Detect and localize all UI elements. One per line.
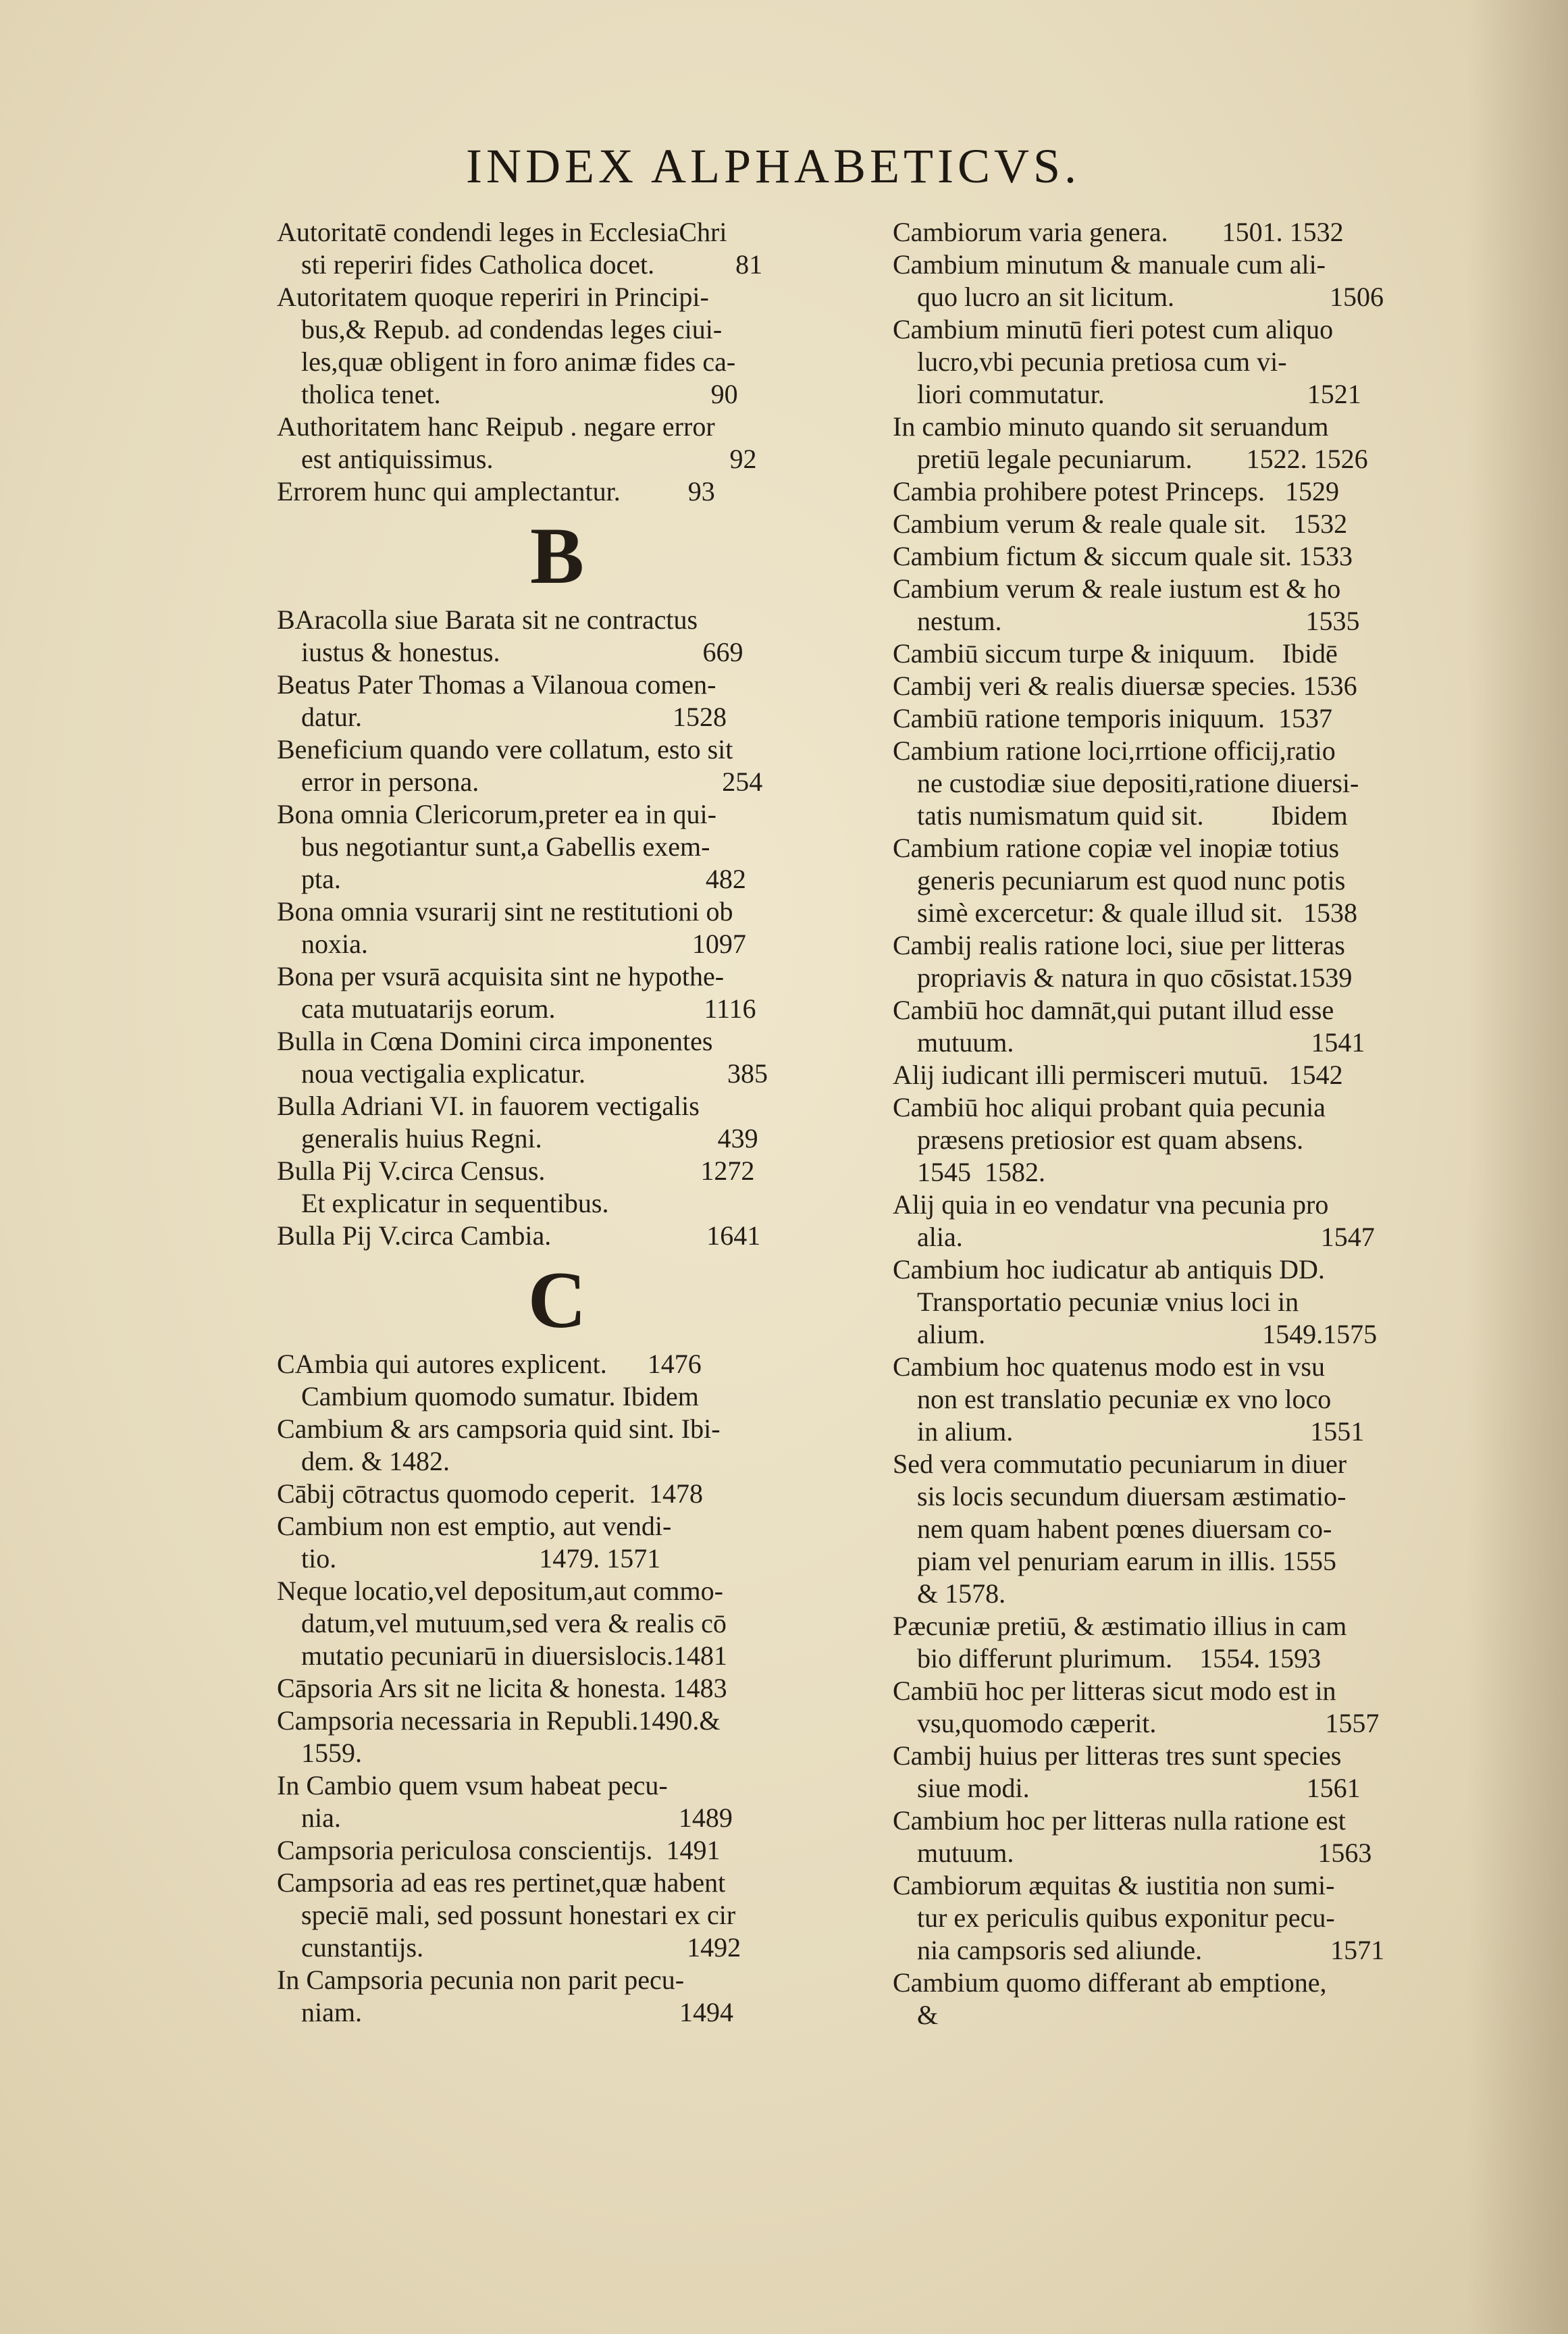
index-entry-line: Et explicatur in sequentibus.	[301, 1188, 609, 1218]
index-entry	[277, 733, 837, 798]
index-entry-line: Pæcuniæ pretiū, & æstimatio illius in cam	[893, 1611, 1347, 1641]
index-entry	[277, 475, 837, 508]
index-entry	[277, 281, 837, 411]
index-entry-line: BAracolla siue Barata sit ne contractus	[277, 604, 698, 635]
index-entry-line: Cambium hoc quatenus modo est in vsu	[893, 1351, 1325, 1382]
index-entry-line: Cāpsoria Ars sit ne licita & honesta. 1483	[277, 1673, 727, 1703]
index-entry-line: 1559.	[301, 1738, 362, 1768]
index-entry	[277, 960, 837, 1025]
index-entry-line: sti reperiri fides Catholica docet. 81	[301, 249, 763, 280]
index-entry-line: In cambio minuto quando sit seruandum	[893, 411, 1329, 442]
page-header: INDEX ALPHABETICVS.	[466, 139, 1081, 193]
index-entry-line: Alij quia in eo vendatur vna pecunia pro	[893, 1189, 1329, 1220]
index-entry	[893, 1253, 1460, 1351]
index-entry-line: Cambium quomo differant ab emptione,	[893, 1967, 1327, 1998]
index-entry-line: liori commutatur. 1521	[917, 379, 1361, 409]
index-entry	[893, 540, 1460, 573]
index-entry	[277, 1672, 837, 1705]
index-entry	[277, 1769, 837, 1834]
index-entry-line: Beneficium quando vere collatum, esto sit	[277, 734, 733, 764]
index-entry-line: mutatio pecuniarū in diuersislocis.1481	[301, 1640, 727, 1671]
index-entry-line: generalis huius Regni. 439	[301, 1123, 758, 1153]
index-entry-line: Cambium minutū fieri potest cum aliquo	[893, 314, 1334, 344]
index-entry-line: &	[917, 2000, 939, 2030]
index-entry-line: Cambium quomodo sumatur. Ibidem	[301, 1381, 699, 1411]
index-entry	[893, 1351, 1460, 1448]
index-entry-line: les,quæ obligent in foro animæ fides ca-	[301, 346, 736, 377]
index-entry	[277, 798, 837, 896]
index-entry-line: piam vel penuriam earum in illis. 1555	[917, 1546, 1336, 1576]
index-entry-line: Cambij realis ratione loci, siue per litteras	[893, 930, 1345, 960]
index-entry-line: noua vectigalia explicatur. 385	[301, 1058, 768, 1089]
index-entry-line: tholica tenet. 90	[301, 379, 738, 409]
index-entry-line: simè excercetur: & quale illud sit. 1538	[917, 898, 1358, 928]
index-entry	[277, 1413, 837, 1478]
index-entry-line: 1545 1582.	[917, 1157, 1045, 1187]
index-entry-line: datum,vel mutuum,sed vera & realis cō	[301, 1608, 727, 1638]
index-entry-line: est antiquissimus. 92	[301, 444, 757, 474]
index-entry-line: Cambiorum æquitas & iustitia non sumi-	[893, 1870, 1335, 1900]
index-entry	[893, 1805, 1460, 1869]
index-entry-line: Cambiū hoc aliqui probant quia pecunia	[893, 1092, 1326, 1122]
index-entry-line: cunstantijs. 1492	[301, 1932, 741, 1963]
index-entry-line: Cambium verum & reale quale sit. 1532	[893, 509, 1348, 539]
index-entry-line: Bulla Pij V.circa Cambia. 1641	[277, 1220, 761, 1251]
index-entry-line: Cambia prohibere potest Princeps. 1529	[893, 476, 1339, 507]
index-entry-line: Autoritatem quoque reperiri in Principi-	[277, 282, 709, 312]
index-entry	[893, 1675, 1460, 1740]
index-entry	[277, 604, 837, 669]
index-entry	[277, 669, 837, 733]
index-entry-line: mutuum. 1541	[917, 1027, 1365, 1058]
index-entry-line: bus negotiantur sunt,a Gabellis exem-	[301, 831, 710, 862]
index-entry-line: cata mutuatarijs eorum. 1116	[301, 993, 756, 1024]
index-entry-line: Neque locatio,vel depositum,aut commo-	[277, 1576, 723, 1606]
index-entry-line: bus,& Repub. ad condendas leges ciui-	[301, 314, 723, 344]
index-entry	[893, 313, 1460, 411]
index-entry	[893, 508, 1460, 540]
index-entry-line: Autoritatē condendi leges in EcclesiaChri	[277, 217, 727, 247]
index-entry-line: tatis numismatum quid sit. Ibidem	[917, 800, 1348, 831]
index-entry-line: Sed vera commutatio pecuniarum in diuer	[893, 1449, 1347, 1479]
index-entry-line: nestum. 1535	[917, 606, 1360, 636]
index-entry-line: iustus & honestus. 669	[301, 637, 743, 667]
index-entry	[277, 1478, 837, 1510]
index-entry-line: nia campsoris sed aliunde. 1571	[917, 1935, 1385, 1965]
index-entry	[893, 670, 1460, 702]
index-entry	[893, 1059, 1460, 1091]
index-entry-line: Bona omnia Clericorum,preter ea in qui-	[277, 799, 716, 829]
index-entry	[277, 1025, 837, 1090]
index-entry	[893, 216, 1460, 249]
index-entry-line: Alij iudicant illi permisceri mutuū. 1542	[893, 1060, 1343, 1090]
index-entry	[277, 1705, 837, 1769]
index-entry-line: alium. 1549.1575	[917, 1319, 1378, 1349]
index-entry-line: siue modi. 1561	[917, 1773, 1361, 1803]
section-letter-b: B	[529, 511, 585, 600]
index-entry	[277, 1834, 837, 1867]
index-entry-line: Cambium minutum & manuale cum ali-	[893, 249, 1326, 280]
index-entry	[893, 411, 1460, 475]
index-entry-line: In Cambio quem vsum habeat pecu-	[277, 1770, 668, 1800]
index-entry-line: non est translatio pecuniæ ex vno loco	[917, 1384, 1332, 1414]
index-entry-line: Cambiū hoc per litteras sicut modo est in	[893, 1676, 1336, 1706]
index-entry	[893, 573, 1460, 638]
index-entry	[893, 929, 1460, 994]
index-entry-line: Errorem hunc qui amplectantur. 93	[277, 476, 715, 507]
index-entry-line: Cambiū ratione temporis iniquum. 1537	[893, 703, 1333, 733]
index-entry-line: nia. 1489	[301, 1803, 733, 1833]
index-entry-line: error in persona. 254	[301, 767, 763, 797]
index-entry	[893, 1448, 1460, 1610]
index-entry-line: noxia. 1097	[301, 929, 746, 959]
index-entry-line: Cambiū hoc damnāt,qui putant illud esse	[893, 995, 1334, 1025]
index-entry-line: Cambiū siccum turpe & iniquum. Ibidē	[893, 638, 1338, 669]
index-entry-line: Cambij veri & realis diuersæ species. 1536	[893, 671, 1357, 701]
index-entry-line: bio differunt plurimum. 1554. 1593	[917, 1643, 1322, 1674]
index-entry-line: alia. 1547	[917, 1222, 1375, 1252]
index-entry	[893, 1091, 1460, 1189]
index-entry-line: Campsoria ad eas res pertinet,quæ habent	[277, 1867, 726, 1898]
index-entry	[277, 1867, 837, 1964]
index-entry-line: lucro,vbi pecunia pretiosa cum vi-	[917, 346, 1287, 377]
index-entry-line: Beatus Pater Thomas a Vilanoua comen-	[277, 669, 716, 700]
index-entry-line: Campsoria periculosa conscientijs. 1491	[277, 1835, 721, 1865]
index-entry	[277, 1220, 837, 1252]
index-entry-line: Bulla in Cœna Domini circa imponentes	[277, 1026, 713, 1056]
index-entry-line: præsens pretiosior est quam absens.	[917, 1124, 1304, 1155]
index-entry-line: ne custodiæ siue depositi,ratione diuersi-	[917, 768, 1359, 798]
index-entry-line: pta. 482	[301, 864, 746, 894]
index-entry	[893, 475, 1460, 508]
index-entry-line: generis pecuniarum est quod nunc potis	[917, 865, 1346, 896]
index-entry-line: Campsoria necessaria in Republi.1490.&	[277, 1705, 721, 1736]
index-entry-line: mutuum. 1563	[917, 1838, 1372, 1868]
index-entry-line: Cambiorum varia genera. 1501. 1532	[893, 217, 1344, 247]
index-entry	[893, 249, 1460, 313]
index-entry	[277, 1510, 837, 1575]
index-entry-line: Cambium ratione loci,rrtione officij,ratio	[893, 735, 1336, 766]
index-entry	[277, 1348, 837, 1413]
index-entry-line: nem quam habent pœnes diuersam co-	[917, 1513, 1332, 1544]
index-column-left	[277, 216, 837, 2029]
page-edge-shadow	[1467, 0, 1568, 2334]
index-entry	[277, 1155, 837, 1220]
index-entry	[893, 638, 1460, 670]
index-entry-line: tio. 1479. 1571	[301, 1543, 661, 1574]
index-entry	[893, 1610, 1460, 1675]
index-entry	[277, 216, 837, 281]
index-entry-line: Bulla Adriani VI. in fauorem vectigalis	[277, 1091, 700, 1121]
index-entry-line: pretiū legale pecuniarum. 1522. 1526	[917, 444, 1368, 474]
index-entry-line: Cambium verum & reale iustum est & ho	[893, 573, 1341, 604]
index-entry-line: Bulla Pij V.circa Census. 1272	[277, 1156, 755, 1186]
index-entry	[893, 1967, 1460, 2031]
index-entry-line: Cābij cōtractus quomodo ceperit. 1478	[277, 1478, 703, 1509]
index-entry-line: dem. & 1482.	[301, 1446, 450, 1476]
index-entry-line: Cambium hoc iudicatur ab antiquis DD.	[893, 1254, 1325, 1285]
index-entry-line: Cambium fictum & siccum quale sit. 1533	[893, 541, 1353, 571]
index-entry-line: Cambium & ars campsoria quid sint. Ibi-	[277, 1414, 721, 1444]
index-entry-line: Cambium non est emptio, aut vendi-	[277, 1511, 672, 1541]
index-entry	[893, 735, 1460, 832]
index-entry-line: propriavis & natura in quo cōsistat.1539	[917, 962, 1353, 993]
index-entry	[277, 411, 837, 475]
index-entry-line: CAmbia qui autores explicent. 1476	[277, 1349, 702, 1379]
index-entry	[893, 702, 1460, 735]
index-entry-line: Authoritatem hanc Reipub . negare error	[277, 411, 715, 442]
index-entry-line: niam. 1494	[301, 1997, 733, 2027]
index-entry	[893, 832, 1460, 929]
index-entry-line: vsu,quomodo cæperit. 1557	[917, 1708, 1380, 1738]
index-entry	[277, 1575, 837, 1672]
index-entry-line: speciē mali, sed possunt honestari ex cir	[301, 1900, 736, 1930]
index-entry-line: In Campsoria pecunia non parit pecu-	[277, 1965, 685, 1995]
index-entry-line: tur ex periculis quibus exponitur pecu-	[917, 1902, 1335, 1933]
index-entry-line: & 1578.	[917, 1578, 1006, 1609]
index-entry-line: quo lucro an sit licitum. 1506	[917, 282, 1384, 312]
index-entry	[277, 1964, 837, 2029]
index-entry-line: Cambij huius per litteras tres sunt species	[893, 1740, 1342, 1771]
index-entry-line: in alium. 1551	[917, 1416, 1365, 1447]
index-entry-line: datur. 1528	[301, 702, 727, 732]
index-entry	[893, 1740, 1460, 1805]
index-entry-line: Cambium ratione copiæ vel inopiæ totius	[893, 833, 1340, 863]
index-entry	[893, 994, 1460, 1059]
index-column-right	[893, 216, 1460, 2031]
index-entry-line: Transportatio pecuniæ vnius loci in	[917, 1287, 1299, 1317]
index-entry-line: sis locis secundum diuersam æstimatio-	[917, 1481, 1347, 1511]
index-entry-line: Bona per vsurā acquisita sint ne hypothe-	[277, 961, 725, 991]
index-entry	[893, 1189, 1460, 1253]
index-entry	[893, 1869, 1460, 1967]
section-letter-c: C	[527, 1255, 587, 1345]
index-entry-line: Bona omnia vsurarij sint ne restitutioni ob	[277, 896, 733, 927]
index-entry-line: Cambium hoc per litteras nulla ratione est	[893, 1805, 1346, 1836]
index-entry	[277, 1090, 837, 1155]
index-entry	[277, 896, 837, 960]
